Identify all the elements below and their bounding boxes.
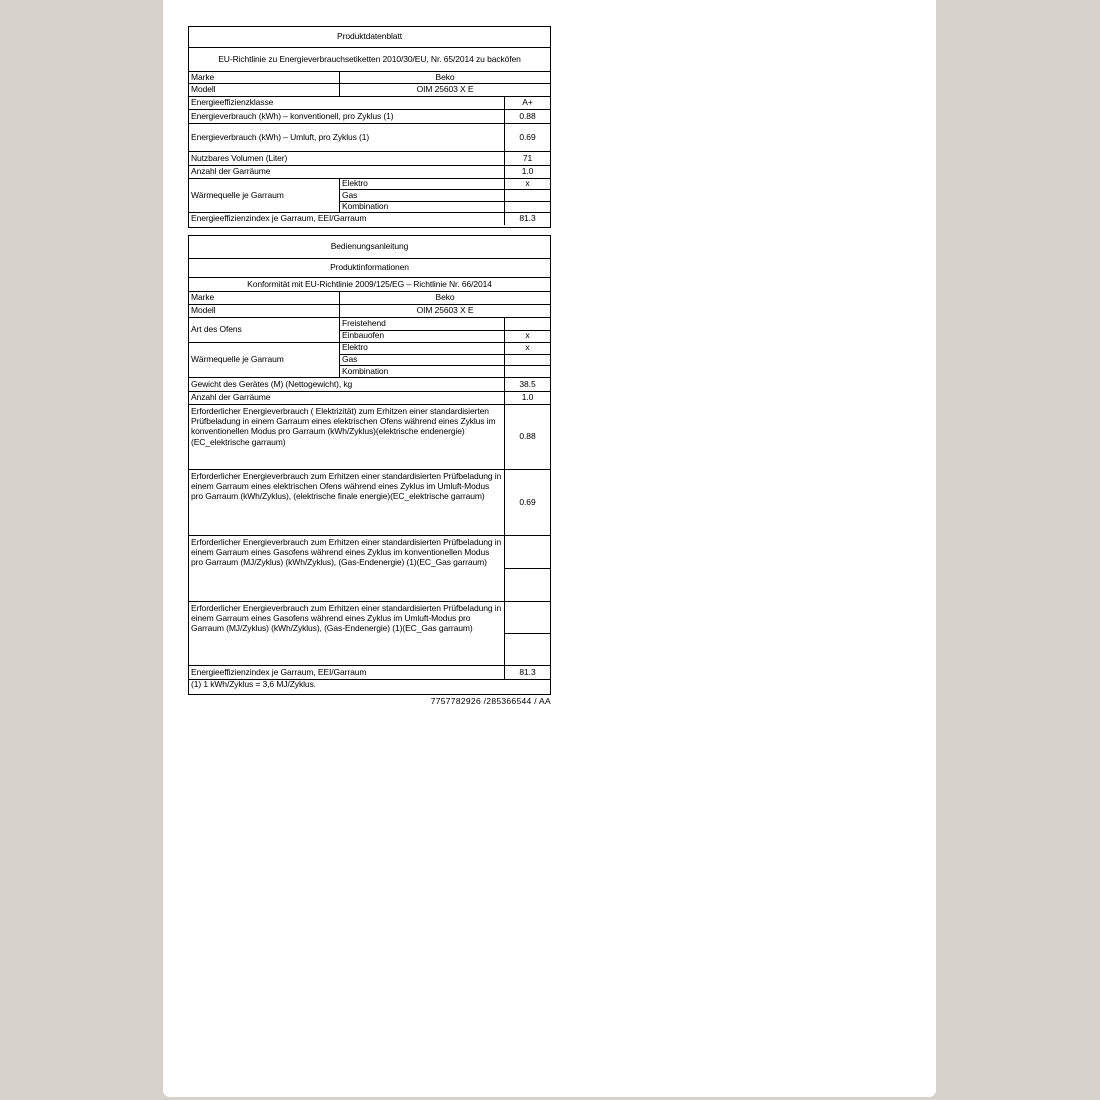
marke-label: Marke [189, 292, 340, 304]
garraeume-label: Anzahl der Garräume [189, 392, 505, 404]
art-option-value: x [525, 330, 530, 341]
ec-el-umluft-label: Erforderlicher Energieverbrauch zum Erhitzen einer standardisierten Prüfbeladung in einem Garraum eines elektrischen Ofens während eines Zyklus im Umluft-Modus pro Garraum (kWh/Zyklus), (elektrische finale energie)(EC_elektrische garraum) [189, 470, 505, 535]
document-page [163, 0, 936, 1097]
marke-label: Marke [189, 72, 340, 83]
waerme-label: Wärmequelle je Garraum [189, 179, 340, 212]
eei-row [189, 666, 550, 680]
sheet1-subtitle: EU-Richtlinie zu Energieverbrauchsetiketten 2010/30/EU, Nr. 65/2014 zu backöfen [189, 48, 550, 72]
volumen-row [189, 152, 550, 166]
eei-label: Energieeffizienzindex je Garraum, EEI/Garraum [189, 666, 505, 679]
gewicht-value: 38.5 [519, 378, 536, 389]
waerme-option [340, 355, 550, 367]
volumen-value: 71 [522, 152, 533, 163]
gewicht-label: Gewicht des Gerätes (M) (Nettogewicht), kg [189, 378, 505, 391]
ec-gas-konv-mj-cell [505, 536, 550, 569]
eei-row [189, 213, 550, 225]
ev-konv-value: 0.88 [519, 110, 536, 121]
document-reference: 7757782926 /285366544 / AA [430, 696, 551, 706]
modell-value: OIM 25603 X E [416, 84, 474, 95]
ev-umluft-label: Energieverbrauch (kWh) – Umluft, pro Zyklus (1) [189, 124, 505, 151]
waerme-row [189, 343, 550, 378]
ev-umluft-row [189, 124, 550, 152]
waerme-option [340, 179, 550, 190]
garraeume-label: Anzahl der Garräume [189, 166, 505, 178]
eei-value: 81.3 [519, 666, 536, 677]
waerme-option [340, 202, 550, 212]
sheet1-title: Produktdatenblatt [189, 27, 550, 48]
modell-row [189, 84, 550, 97]
waerme-options [340, 179, 550, 212]
waerme-row [189, 179, 550, 213]
ev-konv-row [189, 110, 550, 124]
marke-value: Beko [435, 292, 455, 303]
waerme-option-name: Elektro [340, 343, 505, 354]
sheet2-title: Bedienungsanleitung [189, 236, 550, 259]
art-row [189, 318, 550, 343]
bedienungsanleitung-table [188, 235, 551, 695]
ec-el-konv-row [189, 405, 550, 470]
ev-umluft-value: 0.69 [519, 131, 536, 142]
footnote-text: (1) 1 kWh/Zyklus = 3,6 MJ/Zyklus. [191, 679, 316, 689]
ec-gas-umluft-label: Erforderlicher Energieverbrauch zum Erhitzen einer standardisierten Prüfbeladung in einem Garraum eines Gasofens während eines Zyklus im Umluft-Modus pro Garraum (MJ/Zyklus) (kWh/Zyklus), (Gas-Endenergie) (1)(EC_Gas garraum) [189, 602, 505, 665]
ec-gas-umluft-row [189, 602, 550, 666]
marke-row [189, 72, 550, 84]
waerme-option-value [505, 202, 550, 212]
waerme-label: Wärmequelle je Garraum [189, 343, 340, 377]
garraeume-value: 1.0 [521, 166, 534, 177]
waerme-option-name: Kombination [340, 202, 505, 212]
art-option [340, 318, 550, 331]
marke-row [189, 292, 550, 305]
ec-el-konv-label: Erforderlicher Energieverbrauch ( Elektrizität) zum Erhitzen einer standardisierten Prüfbeladung in einem Garraum eines elektrischen Ofens während eines Zyklus im konventionellen Modus pro Garraum (kWh/Zyklus)(elektrische endenergie)(EC_elektrische garraum) [189, 405, 505, 469]
art-option-value [505, 318, 550, 330]
ec-gas-konv-values [505, 536, 550, 601]
ec-gas-konv-kwh-cell [505, 569, 550, 601]
ec-el-umluft-value: 0.69 [519, 496, 536, 507]
waerme-option [340, 343, 550, 355]
eek-label: Energieeffizienzklasse [189, 97, 505, 109]
waerme-option-name: Gas [340, 355, 505, 366]
waerme-option-value [505, 355, 550, 366]
sheet2-subtitle: Produktinformationen [189, 259, 550, 278]
art-option-name: Freistehend [340, 318, 505, 330]
garraeume-value: 1.0 [521, 392, 534, 403]
art-label: Art des Ofens [189, 318, 340, 342]
waerme-option-value: x [525, 342, 530, 353]
waerme-option [340, 366, 550, 377]
waerme-option-value [505, 190, 550, 200]
waerme-option-name: Elektro [340, 179, 505, 189]
eei-label: Energieeffizienzindex je Garraum, EEI/Garraum [189, 213, 505, 225]
ev-konv-label: Energieverbrauch (kWh) – konventionell, pro Zyklus (1) [189, 110, 505, 123]
modell-value: OIM 25603 X E [416, 305, 474, 316]
garraeume-row [189, 166, 550, 179]
waerme-option-value: x [525, 178, 530, 189]
ec-gas-umluft-values [505, 602, 550, 665]
produktdatenblatt-table [188, 26, 551, 228]
art-option [340, 331, 550, 343]
waerme-options [340, 343, 550, 377]
modell-label: Modell [189, 305, 340, 317]
waerme-option [340, 190, 550, 201]
volumen-label: Nutzbares Volumen (Liter) [189, 152, 505, 165]
modell-label: Modell [189, 84, 340, 96]
waerme-option-name: Kombination [340, 366, 505, 377]
waerme-option-name: Gas [340, 190, 505, 200]
waerme-option-value [505, 366, 550, 377]
art-options [340, 318, 550, 342]
eei-value: 81.3 [519, 213, 536, 224]
gewicht-row [189, 378, 550, 392]
ec-gas-konv-row [189, 536, 550, 602]
ec-gas-umluft-kwh-cell [505, 634, 550, 665]
garraeume-row [189, 392, 550, 405]
eek-value: A+ [522, 97, 533, 108]
ec-gas-umluft-mj-cell [505, 602, 550, 634]
konformitaet-text: Konformität mit EU-Richtlinie 2009/125/EG – Richtlinie Nr. 66/2014 [189, 278, 550, 292]
ec-el-umluft-row [189, 470, 550, 536]
ec-gas-konv-label: Erforderlicher Energieverbrauch zum Erhitzen einer standardisierten Prüfbeladung in einem Garraum eines Gasofens während eines Zyklus im konventionellen Modus pro Garraum (MJ/Zyklus) (kWh/Zyklus), (Gas-Endenergie) (1)(EC_Gas garraum) [189, 536, 505, 601]
art-option-name: Einbauofen [340, 331, 505, 343]
marke-value: Beko [435, 71, 455, 82]
ec-el-konv-value: 0.88 [519, 431, 536, 442]
modell-row [189, 305, 550, 318]
eek-row [189, 97, 550, 110]
footnote-row [189, 680, 550, 690]
